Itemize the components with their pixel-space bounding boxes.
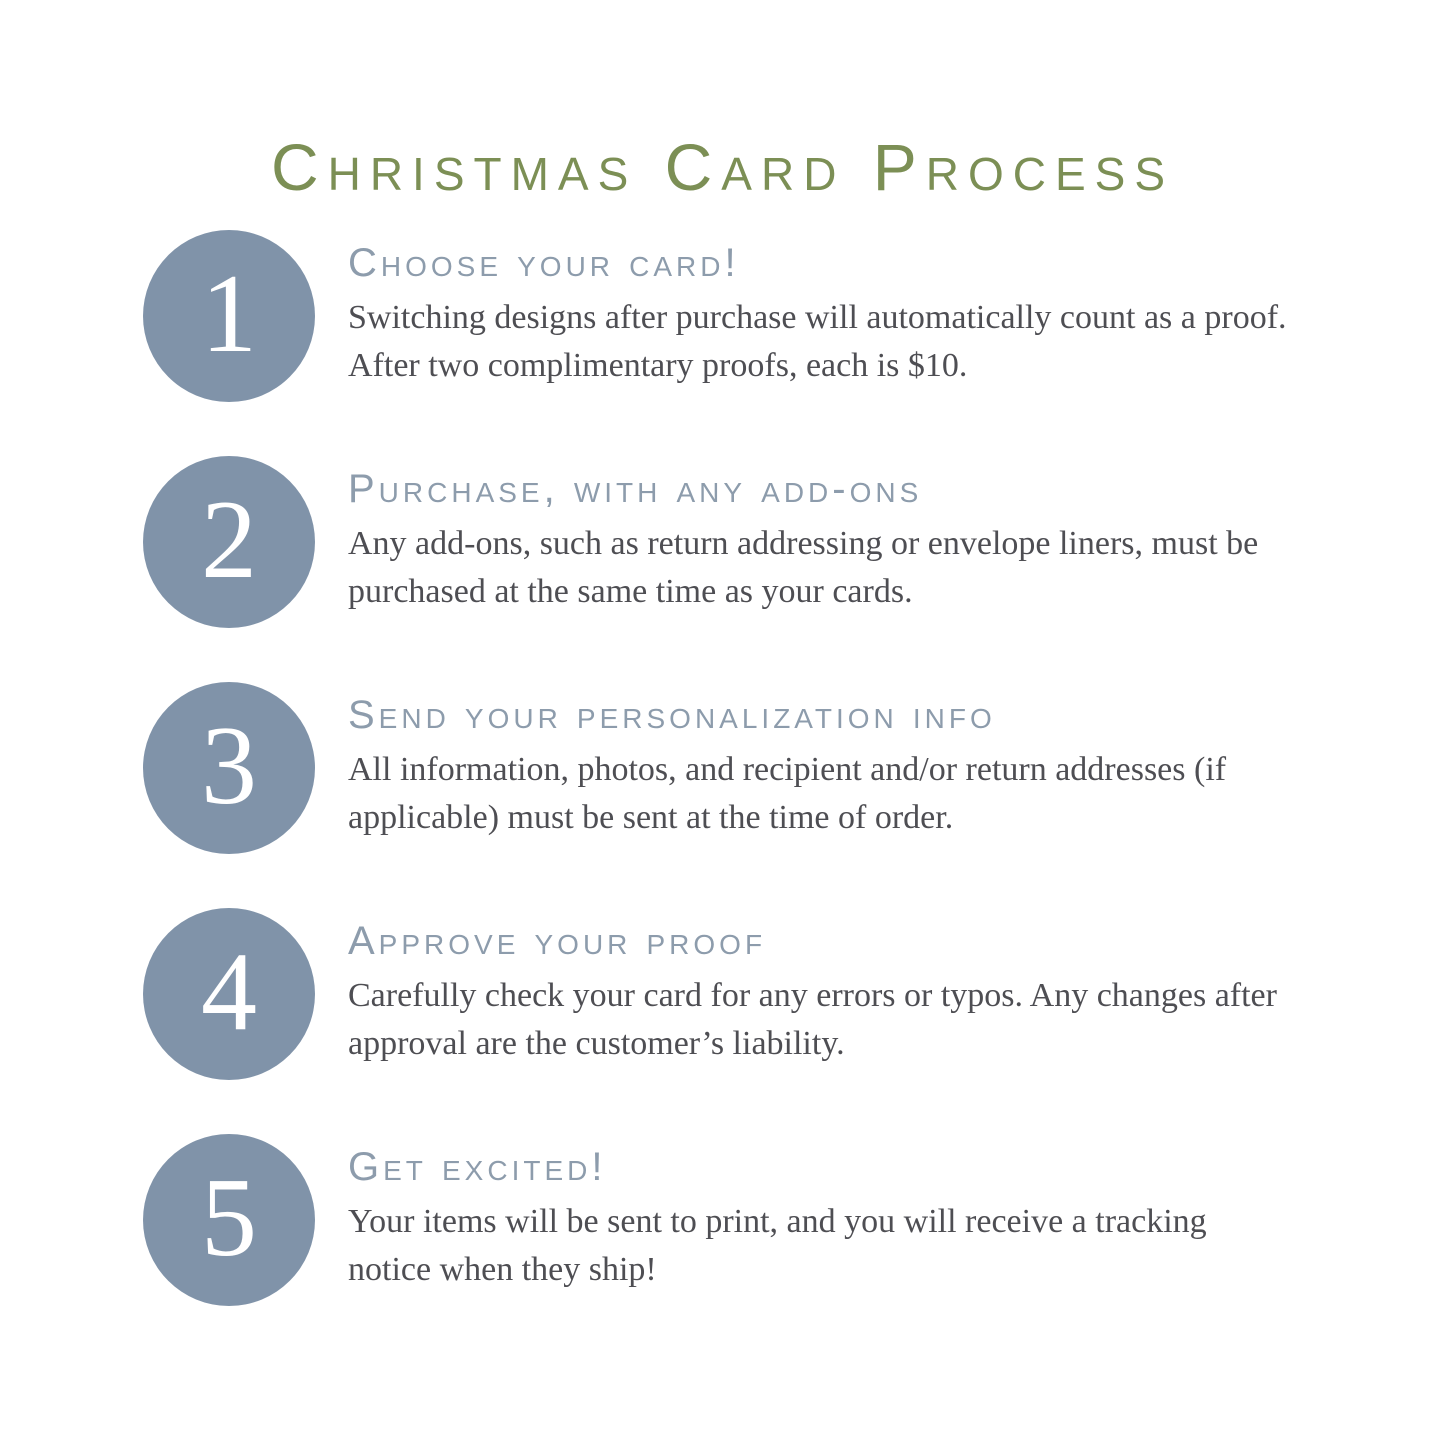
- step-body: Switching designs after purchase will automatically count as a proof. After two complimentary proofs, each is $10.: [348, 299, 1287, 385]
- step-body: Your items will be sent to print, and you will receive a tracking notice when they ship!: [348, 1203, 1207, 1289]
- step-row-5: [143, 1134, 1325, 1306]
- step-text-4: [348, 919, 1325, 1068]
- steps-list: [143, 230, 1325, 1306]
- step-number: 1: [201, 252, 257, 376]
- step-number-badge-4: [143, 908, 315, 1080]
- step-body: All information, photos, and recipient and/or return addresses (if applicable) must be sent at the time of order.: [348, 751, 1227, 837]
- step-text-2: [348, 467, 1325, 616]
- step-row-2: [143, 456, 1325, 628]
- step-text-5: [348, 1145, 1325, 1294]
- step-body: Any add-ons, such as return addressing or envelope liners, must be purchased at the same time as your cards.: [348, 525, 1259, 611]
- step-row-3: [143, 682, 1325, 854]
- step-row-4: [143, 908, 1325, 1080]
- step-heading: Send your personalization info: [348, 693, 996, 738]
- step-body: Carefully check your card for any errors or typos. Any changes after approval are the customer’s liability.: [348, 977, 1277, 1063]
- step-number: 4: [201, 930, 257, 1054]
- step-heading: Choose your card!: [348, 241, 740, 286]
- step-text-1: [348, 241, 1325, 390]
- step-number: 2: [201, 478, 257, 602]
- step-text-3: [348, 693, 1325, 842]
- step-heading: Approve your proof: [348, 919, 767, 964]
- page-title: Christmas Card Process: [270, 130, 1175, 205]
- step-number: 3: [201, 704, 257, 828]
- step-number: 5: [201, 1156, 257, 1280]
- step-row-1: [143, 230, 1325, 402]
- step-heading: Purchase, with any add-ons: [348, 467, 923, 512]
- step-number-badge-2: [143, 456, 315, 628]
- step-number-badge-1: [143, 230, 315, 402]
- step-heading: Get excited!: [348, 1145, 607, 1190]
- step-number-badge-5: [143, 1134, 315, 1306]
- step-number-badge-3: [143, 682, 315, 854]
